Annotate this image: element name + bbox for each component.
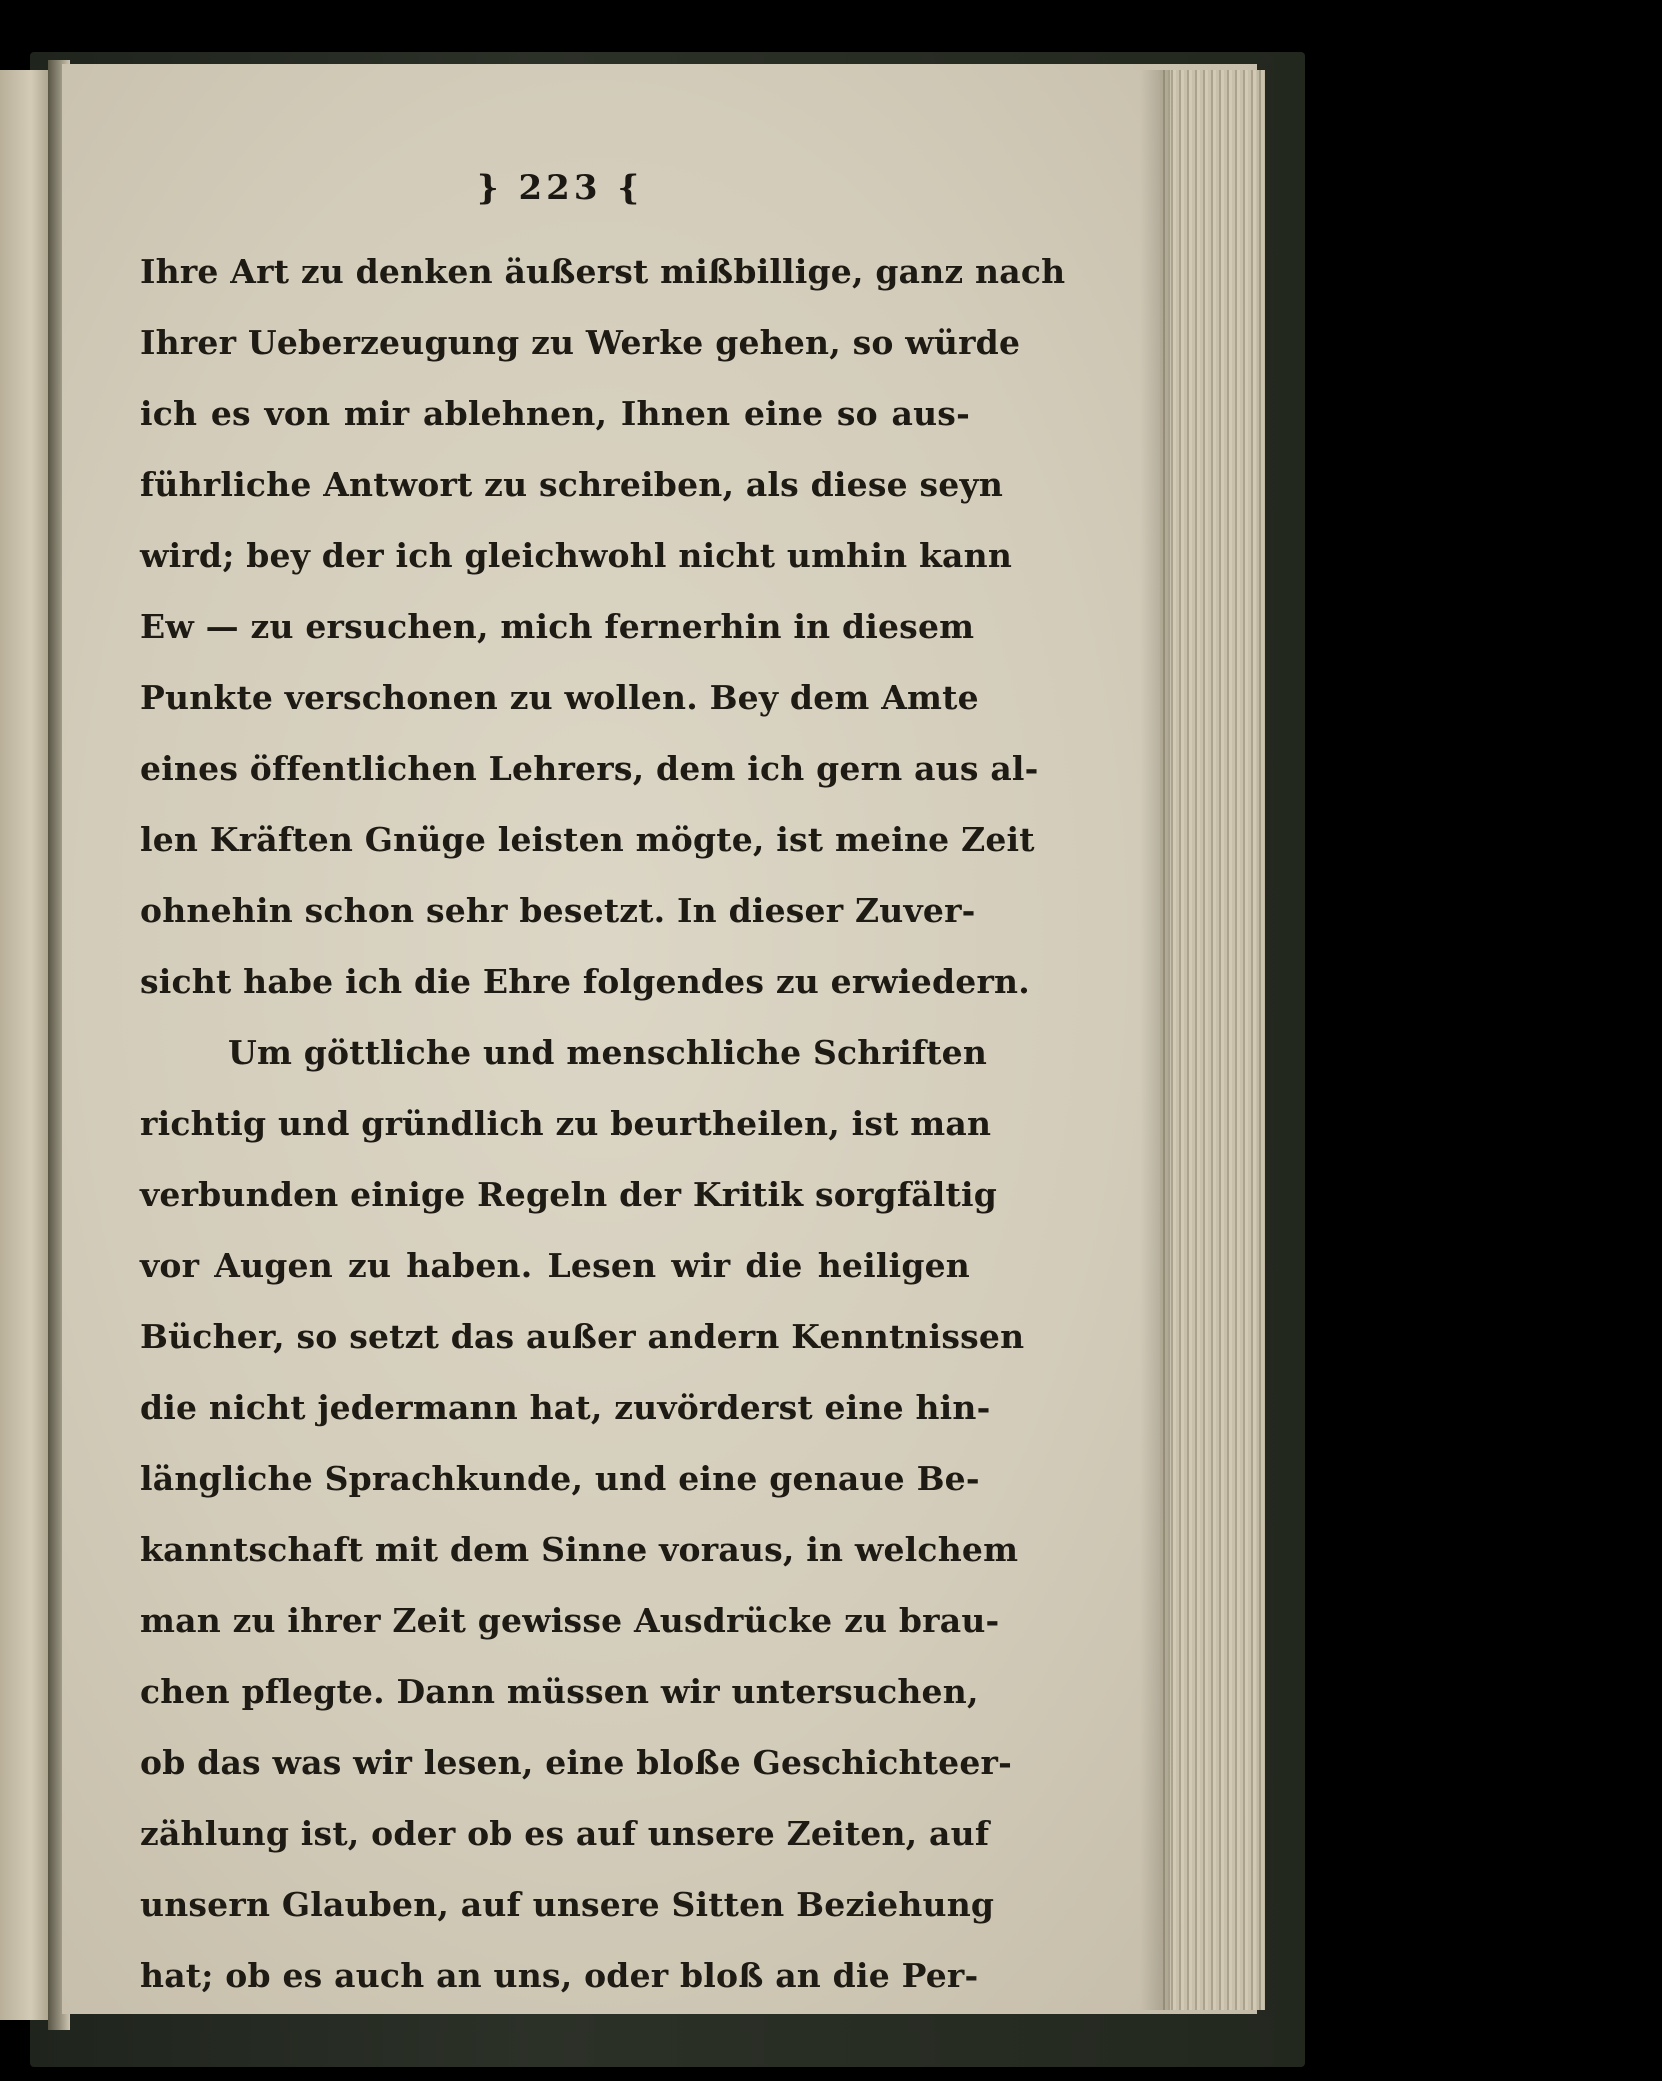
text-line: verbunden einige Regeln der Kritik sorgfältig	[140, 1175, 997, 1214]
text-line: Um göttliche und menschliche Schriften	[228, 1033, 988, 1072]
text-line: man zu ihrer Zeit gewisse Ausdrücke zu brau-	[140, 1601, 1000, 1640]
fore-edge-pages	[1160, 70, 1265, 2010]
text-line: chen pflegte. Dann müssen wir untersuchen,	[140, 1672, 979, 1711]
text-line: Ihre Art zu denken äußerst mißbillige, ganz nach	[140, 252, 1066, 291]
text-line: unsern Glauben, auf unsere Sitten Beziehung	[140, 1885, 995, 1924]
text-line: vor Augen zu haben. Lesen wir die heiligen	[140, 1246, 970, 1285]
text-line: sicht habe ich die Ehre folgendes zu erwiedern.	[140, 962, 1030, 1001]
text-line: die nicht jedermann hat, zuvörderst eine hin-	[140, 1388, 991, 1427]
text-line: Punkte verschonen zu wollen. Bey dem Amte	[140, 678, 979, 717]
page-number-header: } 223 {	[476, 168, 644, 208]
text-line: len Kräften Gnüge leisten mögte, ist meine Zeit	[140, 820, 1035, 859]
text-line: Ew — zu ersuchen, mich fernerhin in diesem	[140, 607, 975, 646]
text-line: ich es von mir ablehnen, Ihnen eine so aus-	[140, 394, 970, 433]
text-line: hat; ob es auch an uns, oder bloß an die Per-	[140, 1956, 979, 1995]
text-line: Bücher, so setzt das außer andern Kenntnissen	[140, 1317, 1025, 1356]
text-line: ob das was wir lesen, eine bloße Geschichteer-	[140, 1743, 1013, 1782]
text-line: längliche Sprachkunde, und eine genaue Be-	[140, 1459, 980, 1498]
fore-edge-shadow	[1140, 70, 1170, 2010]
text-line: wird; bey der ich gleichwohl nicht umhin kann	[140, 536, 1013, 575]
previous-page-edge	[0, 70, 52, 2020]
text-line: eines öffentlichen Lehrers, dem ich gern aus al-	[140, 749, 1039, 788]
text-line: richtig und gründlich zu beurtheilen, ist man	[140, 1104, 992, 1143]
text-line: kanntschaft mit dem Sinne voraus, in welchem	[140, 1530, 1019, 1569]
text-line: ohnehin schon sehr besetzt. In dieser Zuver-	[140, 891, 976, 930]
text-line: zählung ist, oder ob es auf unsere Zeiten, auf	[140, 1814, 990, 1853]
text-line: führliche Antwort zu schreiben, als diese seyn	[140, 465, 1004, 504]
text-line: Ihrer Ueberzeugung zu Werke gehen, so würde	[140, 323, 1021, 362]
